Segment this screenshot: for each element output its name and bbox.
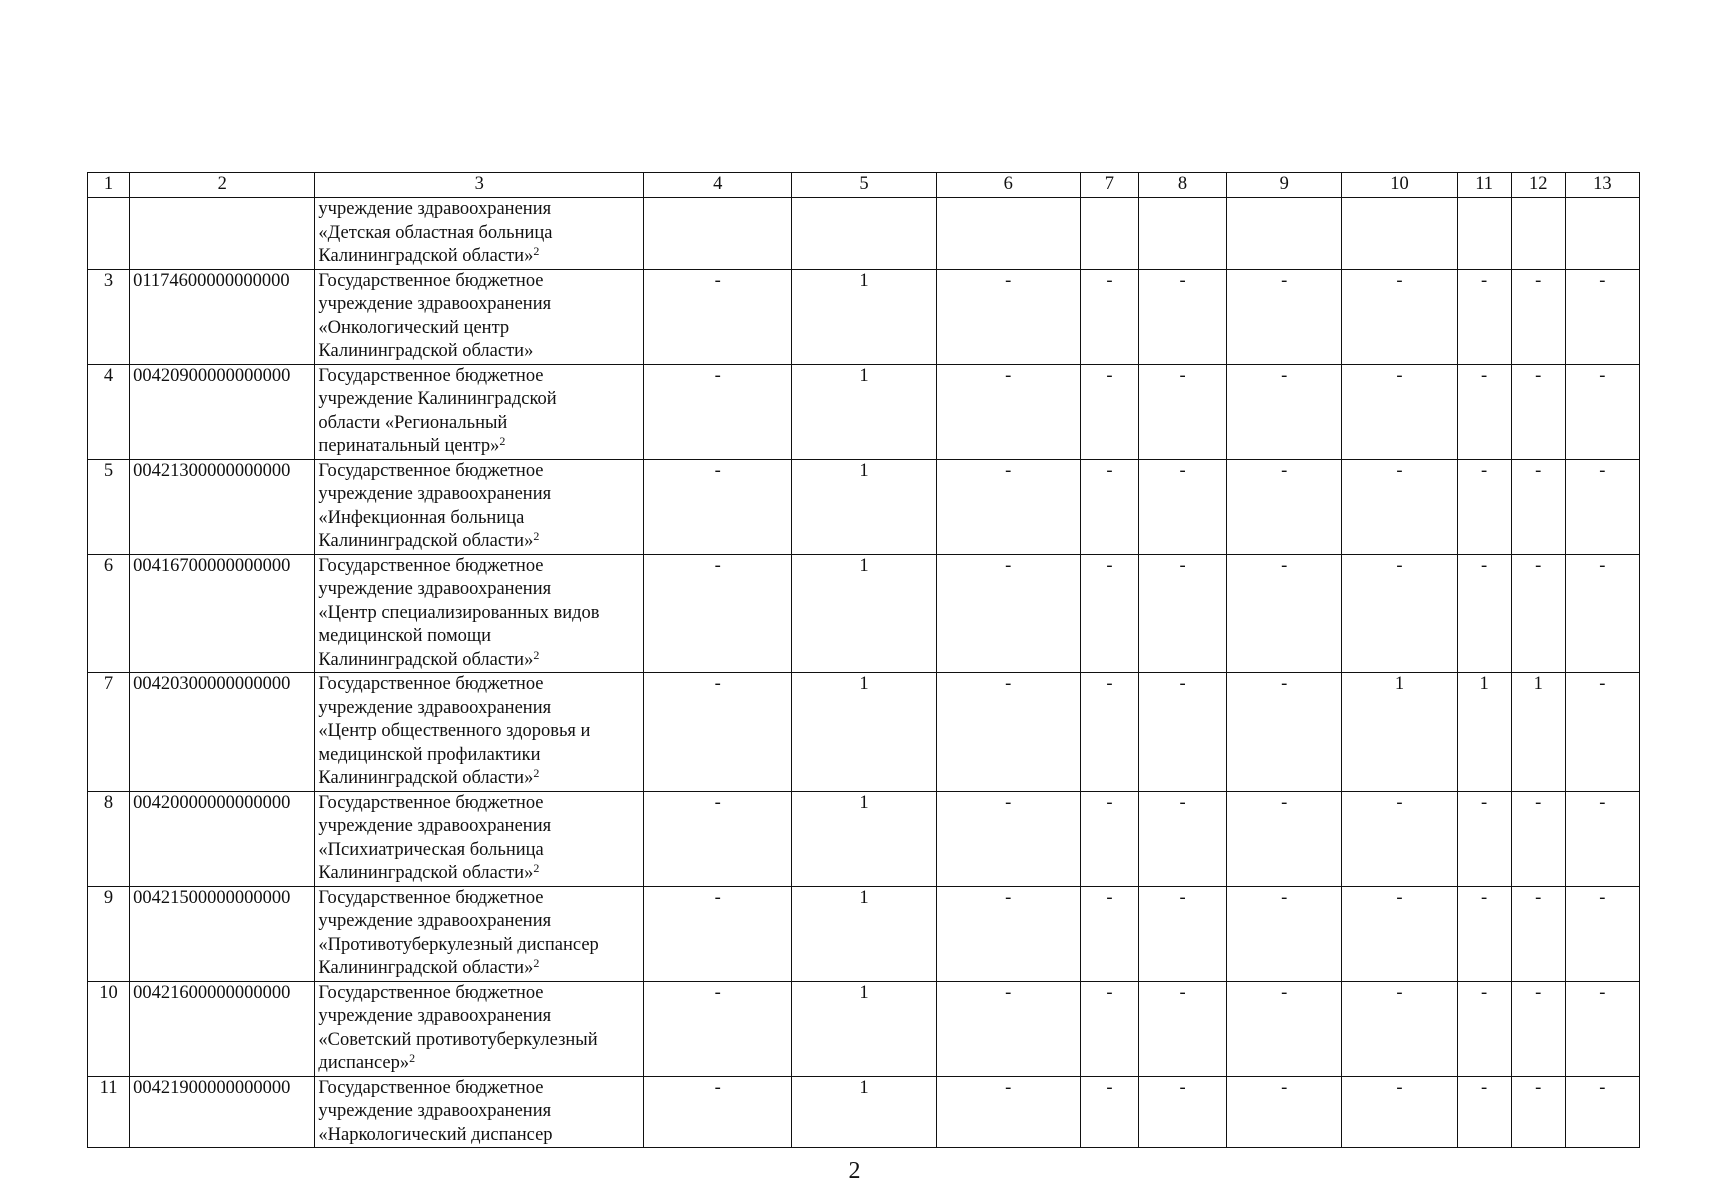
table-row xyxy=(88,1076,1640,1148)
institution-name-line xyxy=(318,697,640,721)
value-cell-col-13: - xyxy=(1565,459,1639,554)
institution-name-line xyxy=(318,1124,640,1148)
value-cell-col-11: - xyxy=(1457,459,1511,554)
value-cell-col-12: - xyxy=(1511,981,1565,1076)
value-cell-col-13: - xyxy=(1565,886,1639,981)
institution-name-line xyxy=(318,767,640,791)
value-cell-col-13: - xyxy=(1565,364,1639,459)
institution-code: 00420900000000000 xyxy=(130,364,315,459)
row-number: 4 xyxy=(88,364,130,459)
institution-name-text: перинатальный центр» xyxy=(318,436,500,456)
value-cell-col-12: 1 xyxy=(1511,673,1565,792)
page-number: 2 xyxy=(848,1158,861,1184)
institution-code: 01174600000000000 xyxy=(130,269,315,364)
institution-name-text: «Инфекционная больница xyxy=(318,507,525,528)
institution-name-line xyxy=(318,957,640,981)
institution-code: 00421600000000000 xyxy=(130,981,315,1076)
value-cell-col-13 xyxy=(1565,198,1639,270)
column-header-1: 1 xyxy=(88,173,130,198)
institution-code: 00420300000000000 xyxy=(130,673,315,792)
footnote-marker: 2 xyxy=(533,244,540,258)
institution-name-text: «Советский противотуберкулезный xyxy=(318,1029,598,1050)
institution-name-line xyxy=(318,982,640,1006)
value-cell-col-10: - xyxy=(1342,459,1457,554)
institution-name-line xyxy=(318,460,640,484)
value-cell-col-10 xyxy=(1342,198,1457,270)
value-cell-col-7: - xyxy=(1080,269,1138,364)
institution-name-line xyxy=(318,602,640,626)
row-number: 10 xyxy=(88,981,130,1076)
value-cell-col-5: 1 xyxy=(792,364,936,459)
institution-name-text: учреждение Калининградской xyxy=(318,389,557,409)
institution-name-text: учреждение здравоохранения xyxy=(318,484,552,504)
institution-name-line xyxy=(318,530,640,554)
value-cell-col-5 xyxy=(792,198,936,270)
value-cell-col-4: - xyxy=(644,981,792,1076)
row-number: 8 xyxy=(88,791,130,886)
institution-name-line xyxy=(318,744,640,768)
row-number xyxy=(88,198,130,270)
value-cell-col-12: - xyxy=(1511,886,1565,981)
footnote-marker: 2 xyxy=(533,647,540,662)
value-cell-col-4: - xyxy=(644,1076,792,1148)
institution-name-text: учреждение здравоохранения xyxy=(318,911,552,931)
institution-name-line xyxy=(318,340,640,364)
table-row xyxy=(88,981,1640,1076)
value-cell-col-4: - xyxy=(644,673,792,792)
value-cell-col-11: - xyxy=(1457,269,1511,364)
value-cell-col-8: - xyxy=(1138,673,1226,792)
institution-name xyxy=(315,269,644,364)
value-cell-col-8: - xyxy=(1138,554,1226,673)
row-number: 3 xyxy=(88,269,130,364)
institution-code: 00420000000000000 xyxy=(130,791,315,886)
value-cell-col-9: - xyxy=(1227,269,1342,364)
institution-code: 00421900000000000 xyxy=(130,1076,315,1148)
value-cell-col-13: - xyxy=(1565,269,1639,364)
value-cell-col-8: - xyxy=(1138,981,1226,1076)
institution-code: 00416700000000000 xyxy=(130,554,315,673)
value-cell-col-8: - xyxy=(1138,886,1226,981)
institution-name-text: Калининградской области» xyxy=(318,649,534,670)
value-cell-col-13: - xyxy=(1565,981,1639,1076)
institution-name xyxy=(315,673,644,792)
institution-name-text: «Наркологический диспансер xyxy=(318,1124,553,1145)
institution-name-line xyxy=(318,435,640,459)
institution-name-line xyxy=(318,839,640,863)
table-row xyxy=(88,886,1640,981)
value-cell-col-11: - xyxy=(1457,554,1511,673)
institution-name-line xyxy=(318,862,640,886)
value-cell-col-4 xyxy=(644,198,792,270)
value-cell-col-5: 1 xyxy=(792,791,936,886)
institution-name-text: учреждение здравоохранения xyxy=(318,816,552,836)
value-cell-col-7: - xyxy=(1080,791,1138,886)
value-cell-col-4: - xyxy=(644,791,792,886)
institution-name-text: «Центр специализированных видов xyxy=(318,602,600,623)
value-cell-col-7: - xyxy=(1080,554,1138,673)
institution-name-line xyxy=(318,649,640,673)
value-cell-col-4: - xyxy=(644,459,792,554)
column-header-4: 4 xyxy=(644,173,792,198)
value-cell-col-4: - xyxy=(644,886,792,981)
footnote-marker: 2 xyxy=(533,956,540,970)
value-cell-col-7: - xyxy=(1080,1076,1138,1148)
value-cell-col-6: - xyxy=(936,1076,1080,1148)
value-cell-col-7: - xyxy=(1080,459,1138,554)
institution-name-line xyxy=(318,222,640,246)
institution-name-text: учреждение здравоохранения xyxy=(318,294,552,314)
row-number: 5 xyxy=(88,459,130,554)
value-cell-col-8: - xyxy=(1138,1076,1226,1148)
institution-name-text: учреждение здравоохранения xyxy=(318,1006,552,1026)
value-cell-col-12: - xyxy=(1511,459,1565,554)
institution-name-line xyxy=(318,388,640,412)
value-cell-col-10: - xyxy=(1342,981,1457,1076)
institution-name-line xyxy=(318,792,640,816)
value-cell-col-12 xyxy=(1511,198,1565,270)
value-cell-col-6: - xyxy=(936,886,1080,981)
institution-name-text: учреждение здравоохранения xyxy=(318,1101,552,1121)
institution-name xyxy=(315,364,644,459)
column-header-9: 9 xyxy=(1227,173,1342,198)
value-cell-col-11: - xyxy=(1457,886,1511,981)
institution-name-text: Государственное бюджетное xyxy=(318,982,544,1003)
table-row xyxy=(88,459,1640,554)
institution-name-text: диспансер» xyxy=(318,1053,410,1073)
footnote-marker: 2 xyxy=(409,1051,416,1065)
value-cell-col-12: - xyxy=(1511,1076,1565,1148)
table-row xyxy=(88,364,1640,459)
value-cell-col-5: 1 xyxy=(792,554,936,673)
institution-name-text: Государственное бюджетное xyxy=(318,887,544,908)
value-cell-col-11: 1 xyxy=(1457,673,1511,792)
value-cell-col-5: 1 xyxy=(792,269,936,364)
value-cell-col-9: - xyxy=(1227,791,1342,886)
institution-name-text: учреждение здравоохранения xyxy=(318,697,552,718)
institution-name-text: Государственное бюджетное xyxy=(318,674,544,694)
institution-name-text: «Центр общественного здоровья и xyxy=(318,721,591,741)
value-cell-col-10: - xyxy=(1342,364,1457,459)
institution-name-text: «Противотуберкулезный диспансер xyxy=(318,934,599,955)
institution-name-line xyxy=(318,1100,640,1124)
value-cell-col-5: 1 xyxy=(792,673,936,792)
value-cell-col-13: - xyxy=(1565,791,1639,886)
institution-name-line xyxy=(318,365,640,389)
institution-name-text: «Психиатрическая больница xyxy=(318,839,544,860)
value-cell-col-4: - xyxy=(644,269,792,364)
value-cell-col-6: - xyxy=(936,459,1080,554)
column-header-12: 12 xyxy=(1511,173,1565,198)
table-header xyxy=(88,173,1640,198)
institution-name xyxy=(315,791,644,886)
data-table xyxy=(87,172,1640,1148)
value-cell-col-5: 1 xyxy=(792,1076,936,1148)
institution-name-text: Государственное бюджетное xyxy=(318,270,544,291)
value-cell-col-9: - xyxy=(1227,886,1342,981)
value-cell-col-13: - xyxy=(1565,554,1639,673)
value-cell-col-11: - xyxy=(1457,981,1511,1076)
value-cell-col-11 xyxy=(1457,198,1511,270)
value-cell-col-4: - xyxy=(644,554,792,673)
value-cell-col-9: - xyxy=(1227,364,1342,459)
institution-name-line xyxy=(318,555,640,579)
institution-code: 00421500000000000 xyxy=(130,886,315,981)
value-cell-col-9 xyxy=(1227,198,1342,270)
value-cell-col-8 xyxy=(1138,198,1226,270)
institution-name-text: Государственное бюджетное xyxy=(318,460,544,481)
institution-name-text: Калининградской области» xyxy=(318,341,534,361)
value-cell-col-9: - xyxy=(1227,459,1342,554)
footnote-marker: 2 xyxy=(533,766,540,780)
value-cell-col-12: - xyxy=(1511,269,1565,364)
value-cell-col-12: - xyxy=(1511,791,1565,886)
footnote-marker: 2 xyxy=(533,861,540,875)
table-row xyxy=(88,791,1640,886)
column-header-7: 7 xyxy=(1080,173,1138,198)
row-number: 7 xyxy=(88,673,130,792)
institution-name xyxy=(315,198,644,270)
institution-name-line xyxy=(318,673,640,697)
institution-name-line xyxy=(318,293,640,317)
institution-name-line xyxy=(318,412,640,436)
value-cell-col-6: - xyxy=(936,673,1080,792)
value-cell-col-6: - xyxy=(936,269,1080,364)
value-cell-col-9: - xyxy=(1227,554,1342,673)
value-cell-col-7 xyxy=(1080,198,1138,270)
institution-name xyxy=(315,1076,644,1148)
column-header-2: 2 xyxy=(130,173,315,198)
column-header-8: 8 xyxy=(1138,173,1226,198)
institution-name-text: медицинской профилактики xyxy=(318,744,541,765)
institution-name-text: Калининградской области» xyxy=(318,768,534,788)
footnote-marker: 2 xyxy=(533,529,540,543)
institution-name-text: Государственное бюджетное xyxy=(318,555,544,576)
value-cell-col-5: 1 xyxy=(792,459,936,554)
institution-code xyxy=(130,198,315,270)
institution-name xyxy=(315,554,644,673)
value-cell-col-10: - xyxy=(1342,269,1457,364)
institution-name-line xyxy=(318,507,640,531)
value-cell-col-13: - xyxy=(1565,1076,1639,1148)
footnote-marker: 2 xyxy=(499,434,506,448)
institution-name-line xyxy=(318,815,640,839)
value-cell-col-13: - xyxy=(1565,673,1639,792)
value-cell-col-12: - xyxy=(1511,364,1565,459)
institution-name-line xyxy=(318,317,640,341)
table-row xyxy=(88,269,1640,364)
institution-name-text: учреждение здравоохранения xyxy=(318,579,552,599)
institution-name-line xyxy=(318,910,640,934)
institution-name-text: медицинской помощи xyxy=(318,626,492,646)
value-cell-col-7: - xyxy=(1080,673,1138,792)
value-cell-col-11: - xyxy=(1457,791,1511,886)
value-cell-col-10: - xyxy=(1342,791,1457,886)
value-cell-col-9: - xyxy=(1227,981,1342,1076)
table-row xyxy=(88,673,1640,792)
institution-name xyxy=(315,886,644,981)
value-cell-col-5: 1 xyxy=(792,886,936,981)
institution-name-line xyxy=(318,934,640,958)
institution-name-line xyxy=(318,887,640,911)
institution-name-line xyxy=(318,483,640,507)
value-cell-col-5: 1 xyxy=(792,981,936,1076)
row-number: 9 xyxy=(88,886,130,981)
institution-name-line xyxy=(318,1005,640,1029)
value-cell-col-7: - xyxy=(1080,981,1138,1076)
institution-code: 00421300000000000 xyxy=(130,459,315,554)
column-header-11: 11 xyxy=(1457,173,1511,198)
column-header-6: 6 xyxy=(936,173,1080,198)
row-number: 11 xyxy=(88,1076,130,1148)
value-cell-col-6: - xyxy=(936,554,1080,673)
value-cell-col-7: - xyxy=(1080,364,1138,459)
institution-name-line xyxy=(318,1077,640,1101)
value-cell-col-8: - xyxy=(1138,364,1226,459)
institution-name-text: Калининградской области» xyxy=(318,863,534,883)
institution-name-text: «Онкологический центр xyxy=(318,317,510,338)
value-cell-col-11: - xyxy=(1457,1076,1511,1148)
row-number: 6 xyxy=(88,554,130,673)
institution-name-text: Калининградской области» xyxy=(318,246,534,266)
value-cell-col-6: - xyxy=(936,981,1080,1076)
institution-name-line xyxy=(318,720,640,744)
institution-name-line xyxy=(318,578,640,602)
column-header-5: 5 xyxy=(792,173,936,198)
value-cell-col-11: - xyxy=(1457,364,1511,459)
value-cell-col-8: - xyxy=(1138,791,1226,886)
institution-name-text: Государственное бюджетное xyxy=(318,1077,544,1098)
institution-name-text: учреждение здравоохранения xyxy=(318,199,552,219)
institution-name-line xyxy=(318,625,640,649)
value-cell-col-10: - xyxy=(1342,886,1457,981)
table-body xyxy=(88,198,1640,1148)
value-cell-col-10: - xyxy=(1342,1076,1457,1148)
institution-name-text: Калининградской области» xyxy=(318,531,534,551)
institution-name xyxy=(315,459,644,554)
column-header-3: 3 xyxy=(315,173,644,198)
value-cell-col-8: - xyxy=(1138,269,1226,364)
institution-name-line xyxy=(318,245,640,269)
institution-name-line xyxy=(318,1029,640,1053)
header-row xyxy=(88,173,1640,198)
institution-name-text: области «Региональный xyxy=(318,412,508,433)
institution-name-text: Государственное бюджетное xyxy=(318,792,544,813)
institution-name-line xyxy=(318,1052,640,1076)
value-cell-col-9: - xyxy=(1227,1076,1342,1148)
column-header-13: 13 xyxy=(1565,173,1639,198)
value-cell-col-6: - xyxy=(936,364,1080,459)
institution-name-text: Государственное бюджетное xyxy=(318,365,544,386)
value-cell-col-9: - xyxy=(1227,673,1342,792)
institution-name-line xyxy=(318,270,640,294)
value-cell-col-10: 1 xyxy=(1342,673,1457,792)
value-cell-col-8: - xyxy=(1138,459,1226,554)
value-cell-col-12: - xyxy=(1511,554,1565,673)
institution-name-text: «Детская областная больница xyxy=(318,222,553,243)
table-row xyxy=(88,198,1640,270)
institution-name-line xyxy=(318,198,640,222)
value-cell-col-4: - xyxy=(644,364,792,459)
value-cell-col-6 xyxy=(936,198,1080,270)
table-row xyxy=(88,554,1640,673)
institution-name-text: Калининградской области» xyxy=(318,958,534,978)
column-header-10: 10 xyxy=(1342,173,1457,198)
institution-name xyxy=(315,981,644,1076)
value-cell-col-10: - xyxy=(1342,554,1457,673)
value-cell-col-6: - xyxy=(936,791,1080,886)
value-cell-col-7: - xyxy=(1080,886,1138,981)
